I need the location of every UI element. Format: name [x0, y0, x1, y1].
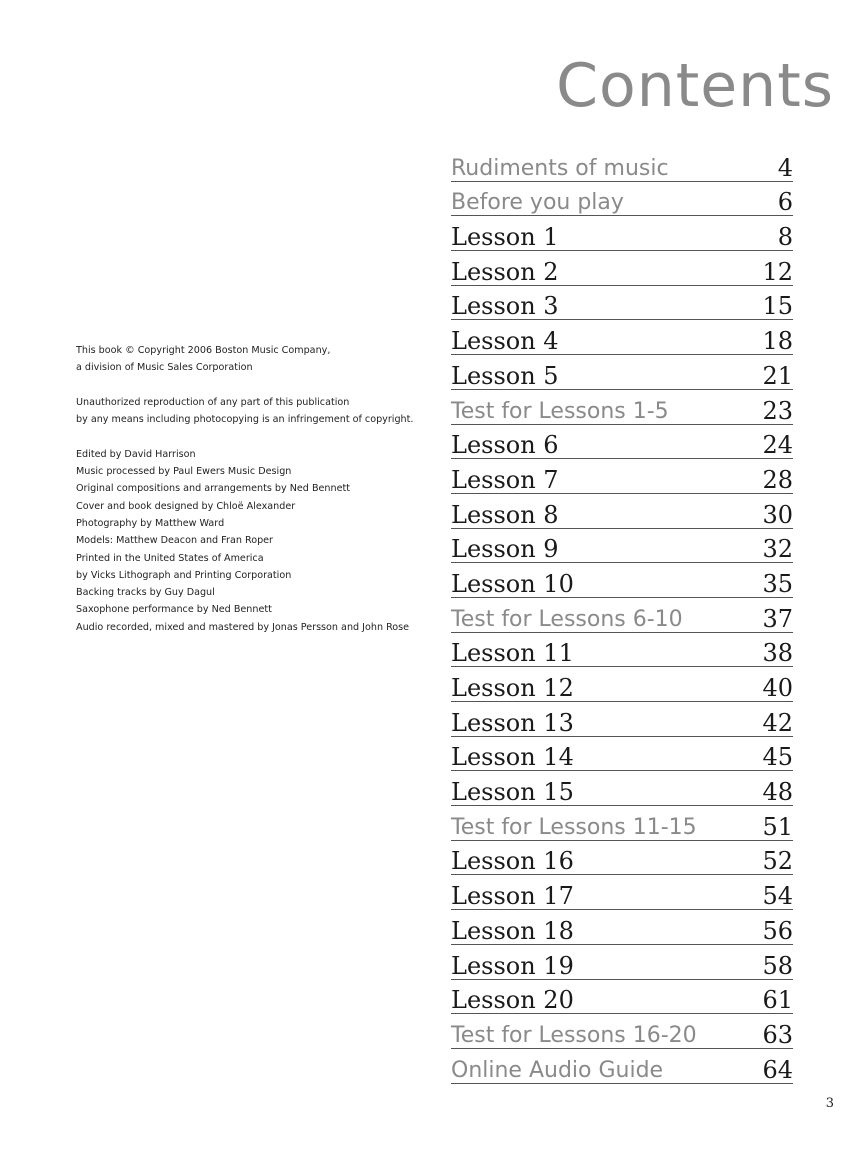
toc-entry-page: 18 — [762, 327, 793, 356]
credits-line: Edited by David Harrison — [76, 448, 196, 460]
toc-entry-page: 63 — [762, 1020, 793, 1049]
toc-entry-label: Lesson 15 — [451, 778, 574, 807]
toc-entry-label: Lesson 14 — [451, 743, 574, 772]
toc-entry-label: Rudiments of music — [451, 155, 669, 181]
toc-entry-label: Lesson 13 — [451, 708, 574, 737]
toc-entry-page: 45 — [762, 743, 793, 772]
toc-entry-label: Lesson 10 — [451, 569, 574, 598]
toc-entry-label: Lesson 4 — [451, 327, 559, 356]
credits-line: a division of Music Sales Corporation — [76, 362, 253, 374]
toc-entry — [451, 910, 793, 945]
toc-entry — [451, 251, 793, 286]
toc-entry-label: Lesson 3 — [451, 292, 559, 321]
credits-spacer — [76, 428, 416, 445]
toc-entry-label: Online Audio Guide — [451, 1057, 664, 1083]
toc-entry-label: Lesson 5 — [451, 361, 559, 390]
toc-entry-page: 6 — [777, 188, 793, 217]
toc-entry-label: Lesson 11 — [451, 639, 574, 668]
toc-entry-label: Before you play — [451, 190, 624, 216]
toc-entry — [451, 425, 793, 460]
toc-entry-page: 51 — [762, 812, 793, 841]
toc-entry — [451, 875, 793, 910]
credits-spacer — [76, 377, 416, 394]
credits-line: Audio recorded, mixed and mastered by Jonas Persson and John Rose — [76, 621, 410, 633]
toc-entry-page: 23 — [762, 396, 793, 425]
toc-entry — [451, 286, 793, 321]
toc-entry-page: 38 — [762, 639, 793, 668]
credits-line: Backing tracks by Guy Dagul — [76, 587, 215, 599]
credits-line: by any means including photocopying is an infringement of copyright. — [76, 414, 414, 426]
toc-entry-page: 64 — [762, 1055, 793, 1084]
toc-entry — [451, 1049, 793, 1084]
toc-entry — [451, 771, 793, 806]
toc-entry-label: Lesson 2 — [451, 257, 559, 286]
toc-entry — [451, 320, 793, 355]
credits-line: Printed in the United States of America — [76, 552, 264, 564]
credits-line: Saxophone performance by Ned Bennett — [76, 604, 272, 616]
toc-entry-page: 42 — [762, 708, 793, 737]
toc-entry — [451, 980, 793, 1015]
toc-entry-page: 28 — [762, 465, 793, 494]
toc-entry — [451, 737, 793, 772]
toc-entry-page: 8 — [777, 223, 793, 252]
toc-entry-page: 35 — [762, 569, 793, 598]
credits-line: Original compositions and arrangements by Ned Bennett — [76, 483, 351, 495]
toc-entry-page: 54 — [762, 882, 793, 911]
toc-entry-page: 30 — [762, 500, 793, 529]
page-number: 3 — [825, 1096, 834, 1111]
toc-entry-label: Lesson 19 — [451, 951, 574, 980]
toc-entry — [451, 390, 793, 425]
toc-entry — [451, 1014, 793, 1049]
toc-entry-label: Test for Lessons 1-5 — [451, 398, 669, 424]
credits-line: Cover and book designed by Chloë Alexander — [76, 500, 296, 512]
toc-entry-label: Test for Lessons 11-15 — [451, 814, 697, 840]
toc-entry-label: Test for Lessons 16-20 — [451, 1022, 697, 1048]
toc-entry-page: 61 — [762, 986, 793, 1015]
toc-entry-label: Lesson 20 — [451, 986, 574, 1015]
copyright-credits — [76, 342, 416, 636]
toc-entry-label: Test for Lessons 6-10 — [451, 606, 683, 632]
toc-entry — [451, 182, 793, 217]
toc-entry-label: Lesson 1 — [451, 223, 559, 252]
credits-line: by Vicks Lithograph and Printing Corporation — [76, 569, 292, 581]
toc-entry — [451, 806, 793, 841]
toc-entry-page: 12 — [762, 257, 793, 286]
toc-entry — [451, 147, 793, 182]
toc-entry — [451, 633, 793, 668]
credits-line: This book © Copyright 2006 Boston Music Company, — [76, 345, 331, 356]
toc-entry-page: 32 — [762, 535, 793, 564]
credits-line: Music processed by Paul Ewers Music Design — [76, 466, 292, 478]
toc-entry-label: Lesson 12 — [451, 674, 574, 702]
toc-entry-label: Lesson 16 — [451, 847, 574, 876]
toc-entry-label: Lesson 9 — [451, 535, 559, 564]
toc-entry-page: 24 — [762, 431, 793, 460]
toc-entry — [451, 355, 793, 390]
toc-entry-label: Lesson 8 — [451, 500, 559, 529]
toc-entry — [451, 494, 793, 529]
credits-line: Unauthorized reproduction of any part of this publication — [76, 396, 350, 408]
toc-entry — [451, 667, 793, 702]
toc-entry — [451, 702, 793, 737]
page-title: Contents — [556, 51, 834, 121]
toc-entry-label: Lesson 6 — [451, 431, 559, 460]
credits-line: Models: Matthew Deacon and Fran Roper — [76, 535, 273, 547]
toc-entry — [451, 216, 793, 251]
credits-line: Photography by Matthew Ward — [76, 517, 225, 529]
toc-entry — [451, 563, 793, 598]
toc-entry-label: Lesson 7 — [451, 465, 559, 494]
toc-entry-label: Lesson 18 — [451, 916, 574, 945]
toc-entry-page: 40 — [762, 674, 793, 702]
toc-entry — [451, 598, 793, 633]
toc-entry-page: 58 — [762, 951, 793, 980]
toc-entry-page: 56 — [762, 916, 793, 945]
toc-entry-page: 52 — [762, 847, 793, 876]
toc-entry — [451, 459, 793, 494]
toc-entry-page: 15 — [762, 292, 793, 321]
toc-entry-label: Lesson 17 — [451, 882, 574, 911]
toc-entry — [451, 945, 793, 980]
toc-entry-page: 48 — [762, 778, 793, 807]
toc-entry-page: 37 — [762, 604, 793, 633]
table-of-contents — [451, 147, 793, 1084]
toc-entry-page: 21 — [762, 361, 793, 390]
toc-entry-page: 4 — [777, 153, 793, 182]
toc-entry — [451, 529, 793, 564]
toc-entry — [451, 841, 793, 876]
